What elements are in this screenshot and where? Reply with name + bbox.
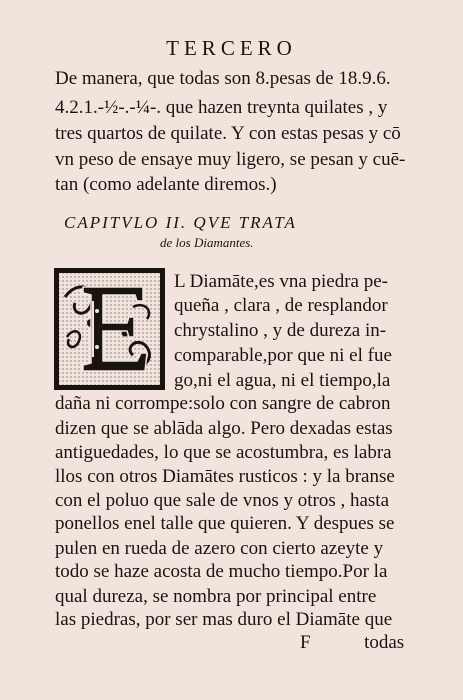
body-line-6: daña ni corrompe:solo con sangre de cabron — [55, 393, 391, 414]
body-line-7: dizen que se ablāda algo. Pero dexadas estas — [55, 418, 393, 439]
body-line-3: chrystalino , y de dureza in- — [174, 320, 387, 341]
body-line-1: L Diamāte,es vna piedra pe- — [174, 271, 389, 292]
body-line-15: las piedras, por ser mas duro el Diamāte que — [55, 609, 393, 630]
body-line-5: go,ni el agua, ni el tiempo,la — [174, 370, 391, 391]
body-line-9: llos con otros Diamātes rusticos : y la branse — [55, 466, 395, 487]
page-foot — [300, 631, 404, 655]
body-line-12: pulen en rueda de azero con cierto azeyte y — [55, 538, 384, 559]
intro-line-5: tan (como adelante diremos.) — [55, 174, 277, 195]
intro-line-4: vn peso de ensaye muy ligero, se pesan y cuē- — [55, 149, 406, 170]
chapter-subtitle: de los Diamantes. — [160, 235, 254, 250]
body-line-11: ponellos enel talle que quieren. Y despues se — [55, 513, 395, 534]
running-head: TERCERO — [166, 36, 297, 60]
intro-line-2: 4.2.1.-½-.-¼-. que hazen treynta quilates , y — [55, 97, 388, 118]
intro-line-3: tres quartos de quilate. Y con estas pesas y cō — [55, 123, 401, 144]
body-line-2: queña , clara , de resplandor — [174, 295, 388, 316]
signature-mark: F — [300, 632, 311, 653]
body-line-4: comparable,por que ni el fue — [174, 345, 392, 366]
chapter-title: CAPITVLO II. QVE TRATA — [64, 213, 297, 232]
catchword: todas — [364, 632, 405, 653]
body-line-10: con el poluo que sale de vnos y otros , hasta — [55, 490, 390, 511]
body-line-14: qual dureza, se nombra por principal entre — [55, 586, 377, 607]
decorated-initial — [53, 267, 166, 391]
body-line-8: antiguedades, lo que se acostumbra, es labra — [55, 442, 392, 463]
intro-line-1: De manera, que todas son 8.pesas de 18.9.6. — [55, 68, 391, 89]
body-line-13: todo se haze acosta de mucho tiempo.Por la — [55, 561, 388, 582]
